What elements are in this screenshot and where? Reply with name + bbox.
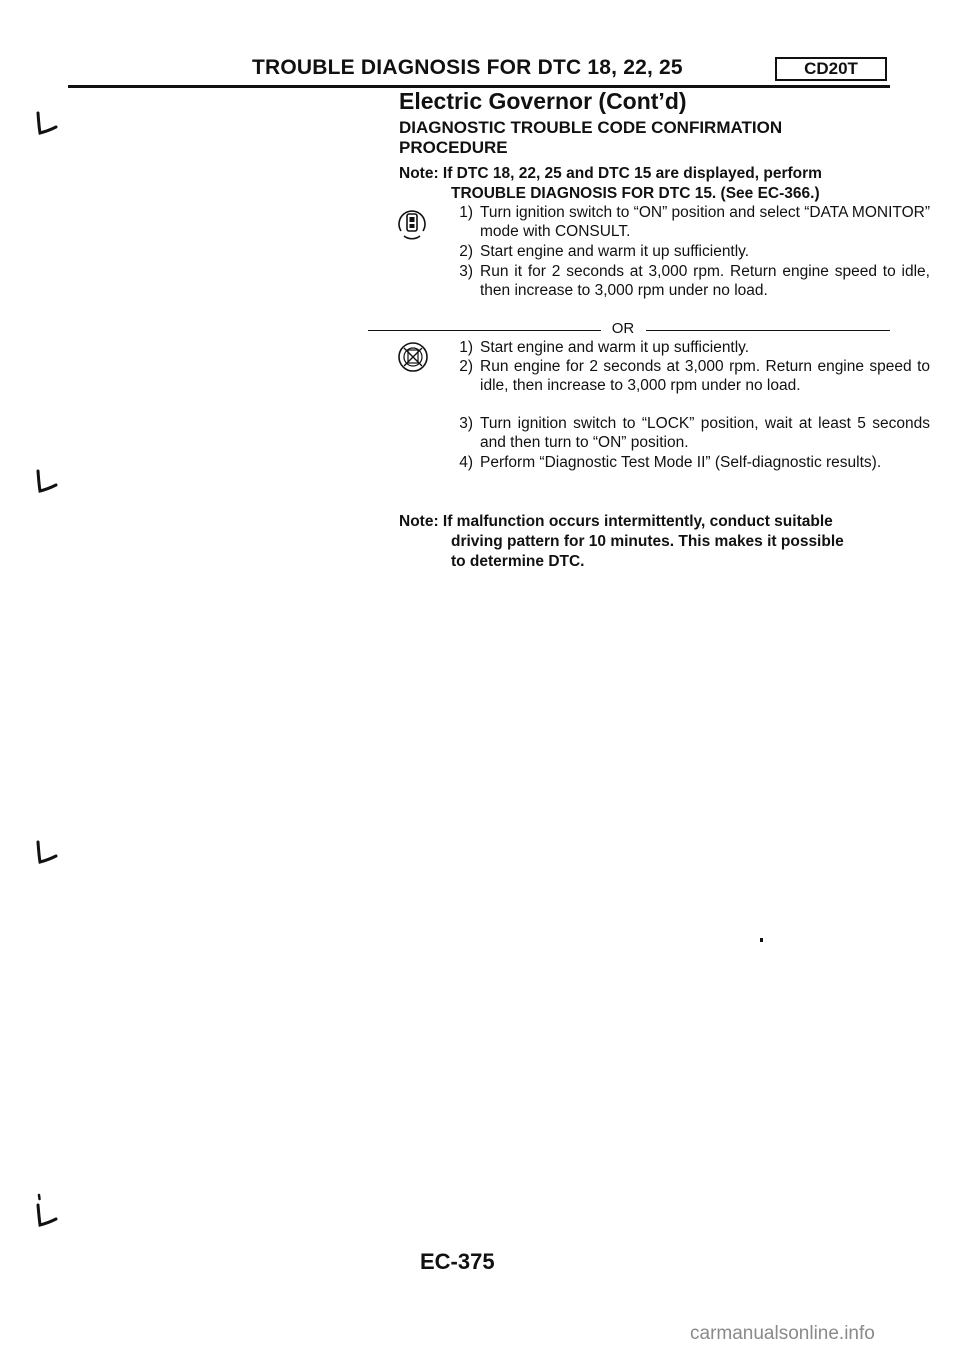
page-number: EC-375 bbox=[420, 1249, 495, 1274]
speck bbox=[760, 938, 763, 942]
note-dtc15-line1: Note: If DTC 18, 22, 25 and DTC 15 are displayed, perform bbox=[399, 165, 822, 182]
consult-step-3: 3) Run it for 2 seconds at 3,000 rpm. Return engine speed to idle, then increase to 3,000 rpm under no load. bbox=[459, 263, 930, 299]
manual-step-2: 2) Run engine for 2 seconds at 3,000 rpm. Return engine speed to idle, then increase to 3,000 rpm under no load. bbox=[459, 358, 930, 394]
binding-mark-icon bbox=[34, 469, 60, 495]
binding-mark-icon bbox=[34, 840, 60, 866]
consult-step-2: 2) Start engine and warm it up sufficiently. bbox=[459, 243, 750, 260]
consult-step-1: 1) Turn ignition switch to “ON” position and select “DATA MONITOR” mode with CONSULT. bbox=[459, 204, 930, 240]
binding-mark-icon bbox=[34, 1193, 60, 1229]
binding-mark-icon bbox=[34, 111, 60, 137]
note-dtc15-line2: TROUBLE DIAGNOSIS FOR DTC 15. (See EC-366.) bbox=[451, 185, 820, 202]
consult-icon bbox=[395, 205, 429, 241]
procedure-title bbox=[399, 118, 782, 158]
procedure-title-line1: DIAGNOSTIC TROUBLE CODE CONFIRMATION bbox=[399, 118, 783, 137]
separator-label: OR bbox=[611, 320, 635, 337]
watermark: carmanualsonline.info bbox=[690, 1323, 875, 1344]
separator-line-right bbox=[646, 330, 890, 331]
procedure-title-line2: PROCEDURE bbox=[399, 138, 508, 157]
section-title: Electric Governor (Cont’d) bbox=[399, 88, 687, 114]
manual-step-1: 1) Start engine and warm it up sufficiently. bbox=[459, 339, 750, 356]
note-intermittent-line3: to determine DTC. bbox=[451, 553, 585, 570]
header-title: TROUBLE DIAGNOSIS FOR DTC 18, 22, 25 bbox=[252, 56, 683, 79]
note-intermittent-line1: Note: If malfunction occurs intermittently, conduct suitable bbox=[399, 513, 833, 530]
note-intermittent-line2: driving pattern for 10 minutes. This makes it possible bbox=[451, 533, 844, 550]
manual-step-3: 3) Turn ignition switch to “LOCK” position, wait at least 5 seconds and then turn to “ON” position. bbox=[459, 415, 930, 451]
separator-line-left bbox=[368, 330, 601, 331]
note-intermittent bbox=[399, 512, 894, 572]
no-tools-icon bbox=[396, 340, 430, 374]
manual-step-4: 4) Perform “Diagnostic Test Mode II” (Self-diagnostic results). bbox=[459, 454, 882, 471]
note-dtc15 bbox=[399, 164, 894, 204]
model-code-badge: CD20T bbox=[775, 57, 887, 81]
